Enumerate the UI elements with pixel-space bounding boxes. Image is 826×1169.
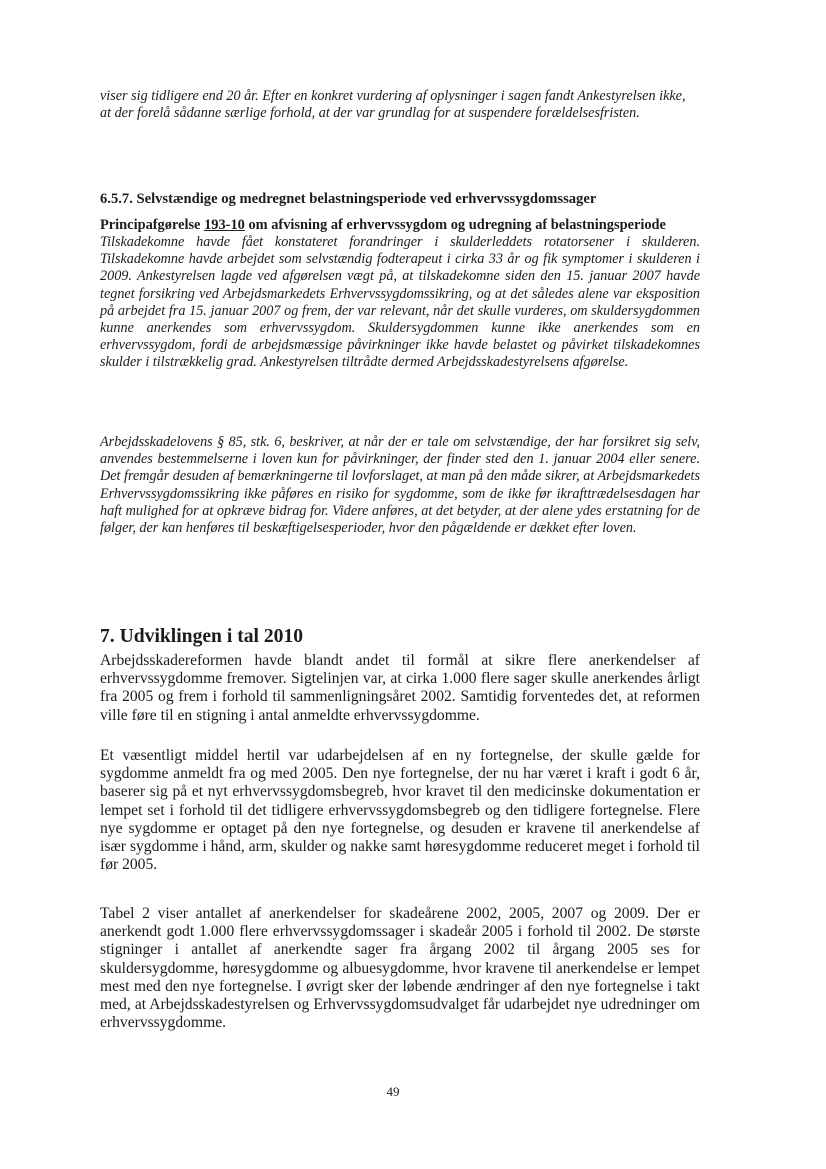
section-heading-7: 7. Udviklingen i tal 2010 (100, 626, 304, 647)
page-number: 49 (386, 1084, 400, 1099)
ruling-prefix: Principafgørelse (100, 217, 201, 233)
section-heading-6-5-7: 6.5.7. Selvstændige og medregnet belastningsperiode ved erhvervssygdomssager (100, 191, 597, 207)
section-7-paragraph-1: Arbejdsskadereformen havde blandt andet til formål at sikre flere anerkendelser af erhvervssygdomme fremover. Sigtelinjen var, at cirka 1.000 flere sager skulle anerkendes årligt fra 2005 og frem i forhold til sammenligningsåret 2002. Samtidig forventedes det, at reformen ville føre til en stigning i antal anmeldte erhvervssygdomme. (100, 652, 700, 724)
principle-ruling (100, 217, 700, 372)
ruling-title (100, 217, 700, 234)
ruling-subject: om afvisning af erhvervssygdom og udregning af belastningsperiode (248, 217, 666, 233)
ruling-number: 193-10 (204, 217, 245, 233)
ruling-text: Tilskadekomne havde fået konstateret forandringer i skulderleddets rotatorsener i skulderen. Tilskadekomne havde arbejdet som selvstændig fodterapeut i cirka 33 år og fik symptomer i skulderen i 2009. Ankestyrelsen lagde ved afgørelsen vægt på, at tilskadekomne siden den 15. januar 2007 havde tegnet forsikring ved Arbejdsmarkedets Erhvervssygdomssikring, og at det således alene var eksposition på arbejdet fra 15. januar 2007 og frem, der var relevant, når det skulle vurderes, om skuldersygdommen kunne anerkendes som erhvervssygdom. Skuldersygdommen kunne ikke anerkendes som en erhvervssygdom, fordi de arbejdsmæssige påvirkninger ikke havde belastet og påvirket tilskadekomnes skulder i tilstrækkelig grad. Ankestyrelsen tiltrådte dermed Arbejdsskadestyrelsens afgørelse. (100, 234, 700, 371)
section-7-paragraph-3: Tabel 2 viser antallet af anerkendelser for skadeårene 2002, 2005, 2007 og 2009. Der er anerkendt godt 1.000 flere erhvervssygdomssager i skadeår 2005 i forhold til 2002. De største stigninger i antallet af anerkendte sager fra årgang 2002 til årgang 2005 ses for skuldersygdomme, høresygdomme og albuesygdomme, hvor kravene til anerkendelse er lempet mest med den nye fortegnelse. I øvrigt sker der løbende ændringer af den nye fortegnelse i takt med, at Arbejdsskadestyrelsen og Erhvervssygdomsudvalget får udarbejdet nye udredninger om erhvervssygdomme. (100, 905, 700, 1032)
continued-paragraph: viser sig tidligere end 20 år. Efter en konkret vurdering af oplysninger i sagen fandt Ankestyrelsen ikke, at der forelå sådanne særlige forhold, at der var grundlag for at suspendere forældelsesfristen. (100, 88, 686, 122)
law-paragraph: Arbejdsskadelovens § 85, stk. 6, beskriver, at når der er tale om selvstændige, der har forsikret sig selv, anvendes bestemmelserne i loven kun for påvirkninger, der finder sted den 1. januar 2004 eller senere. Det fremgår desuden af bemærkningerne til lovforslaget, at man på den måde sikrer, at Arbejdsmarkedets Erhvervssygdomssikring ikke påføres en risiko for sygdomme, som de ikke før ikrafttrædelsesdagen har haft mulighed for at opkræve bidrag for. Videre anføres, at det betyder, at der alene ydes erstatning for de følger, der kan henføres til beskæftigelsesperioder, hvor den pågældende er dækket efter loven. (100, 434, 700, 537)
section-7-paragraph-2: Et væsentligt middel hertil var udarbejdelsen af en ny fortegnelse, der skulle gælde for sygdomme anmeldt fra og med 2005. Den nye fortegnelse, der nu har været i kraft i godt 6 år, baserer sig på et nyt erhvervssygdomsbegreb, hvor kravet til den medicinske dokumentation er lempet set i forhold til det tidligere erhvervssygdomsbegreb og den tidligere fortegnelse. Flere nye sygdomme er optaget på den nye fortegnelse, og desuden er kravene til anerkendelse af især sygdomme i hånd, arm, skulder og nakke samt høresygdomme reduceret meget i forhold til før 2005. (100, 747, 700, 874)
